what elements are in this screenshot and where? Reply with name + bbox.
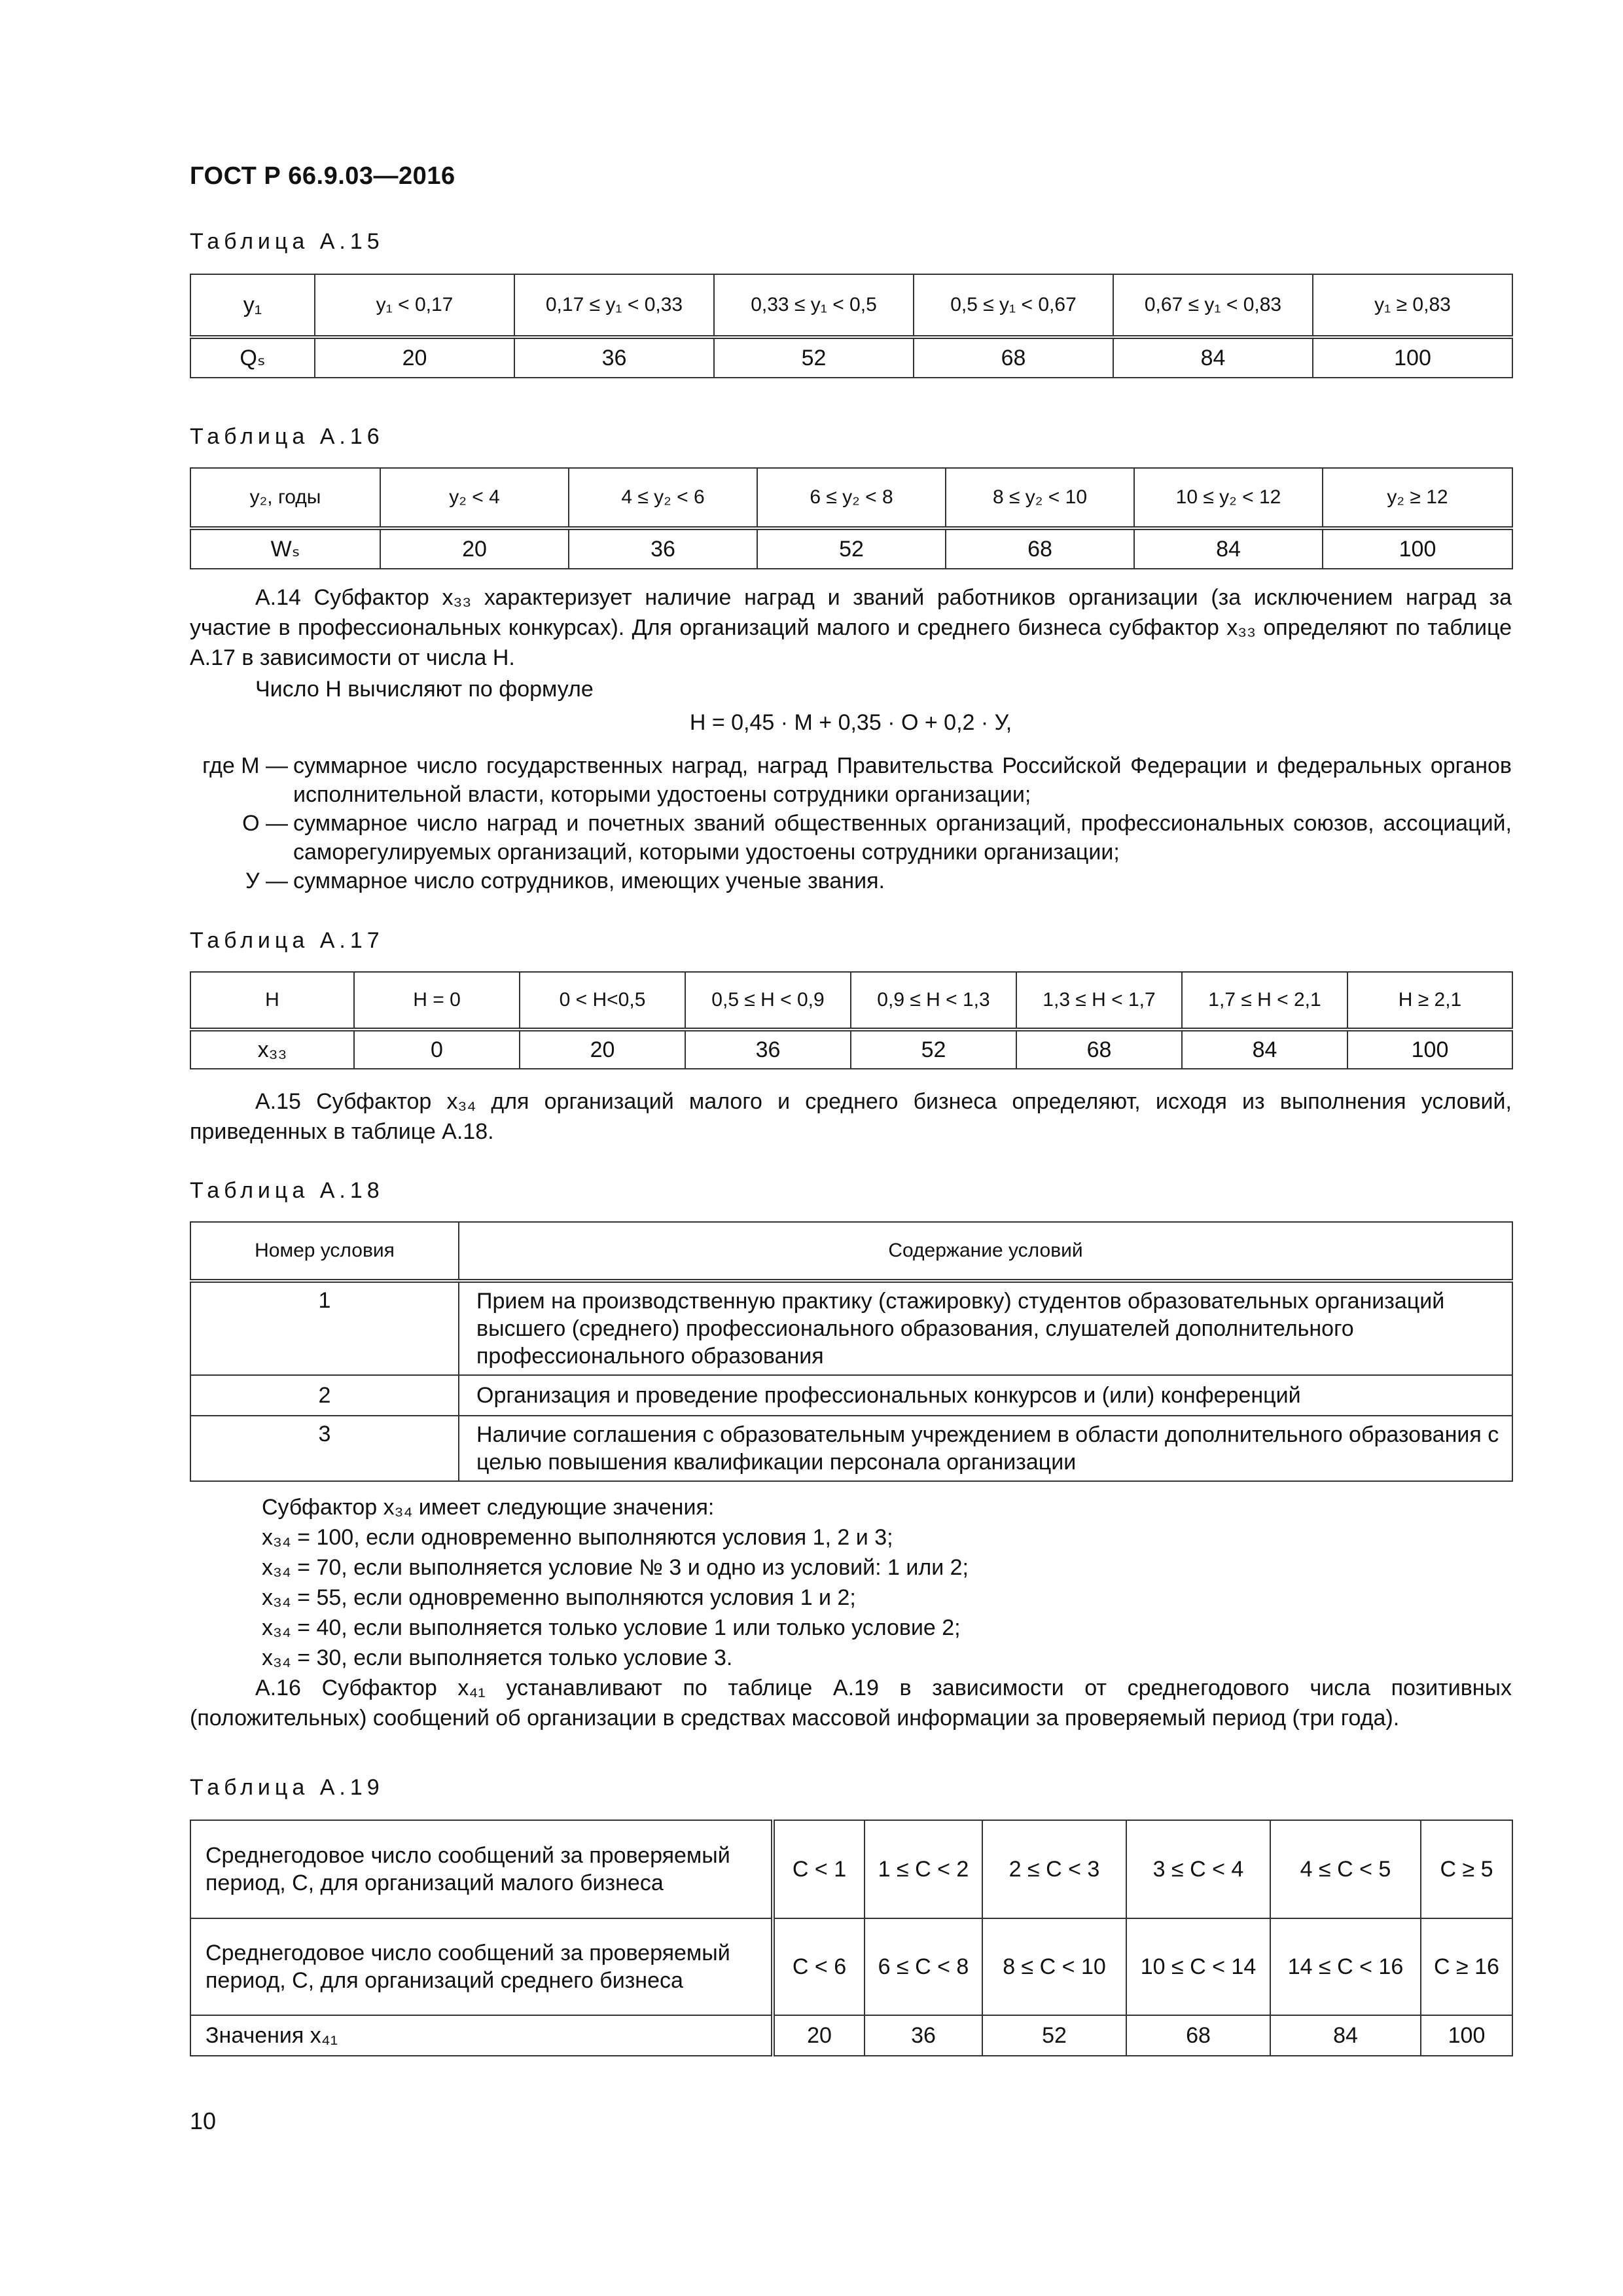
table-cell: 20 [773,2015,865,2056]
table-cell: 84 [1182,1030,1347,1069]
table-cell: 10 ≤ С < 14 [1126,1918,1270,2015]
table-cell: 68 [1126,2015,1270,2056]
table-cell: 36 [514,337,714,378]
table-a19 [190,1820,1513,2056]
table-cell: 20 [380,528,569,569]
table-cell: 100 [1323,528,1512,569]
table-a15 [190,274,1513,378]
table-row-label: Значения x₄₁ [190,2015,773,2056]
table-cell: 36 [865,2015,982,2056]
page-number: 10 [190,2108,217,2134]
table-cell: y₂, годы [190,468,380,528]
table-cell: 100 [1313,337,1512,378]
table-cell: 68 [1016,1030,1182,1069]
x34-value-item: x₃₄ = 70, если выполняется условие № 3 и одно из условий: 1 или 2; [262,1555,969,1580]
table-a18-caption: Таблица А.18 [190,1178,384,1203]
x34-value-item: x₃₄ = 40, если выполняется только условие 1 или только условие 2; [262,1615,961,1640]
table-cell: y₁ [190,274,315,337]
table-cell: С < 6 [773,1918,865,2015]
formula-intro: Число Н вычисляют по формуле [255,677,594,702]
paragraph-a14: А.14 Субфактор x₃₃ характеризует наличие наград и званий работников организации (за исключением наград за участие в профессиональных конкурсах). Для организаций малого и среднего бизнеса субфактор x₃₃ определяют по таблице А.17 в зависимости от числа Н. [190,585,1512,670]
table-cell: 84 [1270,2015,1421,2056]
table-cell: Н ≥ 2,1 [1347,972,1512,1030]
table-header-cell: Номер условия [190,1222,459,1281]
table-cell: y₁ ≥ 0,83 [1313,274,1512,337]
definition-key: О — [242,811,288,836]
formula-definitions [190,751,1512,895]
table-cell: 14 ≤ С < 16 [1270,1918,1421,2015]
table-cell: 4 ≤ y₂ < 6 [569,468,757,528]
table-cell: С < 1 [773,1820,865,1918]
table-cell: 8 ≤ С < 10 [982,1918,1126,2015]
table-cell: 1 ≤ С < 2 [865,1820,982,1918]
table-cell: 1 [190,1281,459,1375]
definition-key: где М — [202,753,288,778]
table-a16-caption: Таблица А.16 [190,424,384,449]
table-cell: 84 [1113,337,1313,378]
definition-value: суммарное число сотрудников, имеющих ученые звания. [293,869,885,893]
x34-value-item: x₃₄ = 55, если одновременно выполняются условия 1 и 2; [262,1585,856,1610]
formula: Н = 0,45 · М + 0,35 · О + 0,2 · У, [689,710,1012,735]
x34-value-item: x₃₄ = 30, если выполняется только условие 3. [262,1645,733,1670]
table-cell: 68 [914,337,1113,378]
table-a15-caption: Таблица А.15 [190,229,384,254]
table-cell: 1,3 ≤ Н < 1,7 [1016,972,1182,1030]
table-cell: 8 ≤ y₂ < 10 [946,468,1134,528]
table-cell: 6 ≤ С < 8 [865,1918,982,2015]
table-cell: С ≥ 16 [1421,1918,1512,2015]
x34-intro: Субфактор x₃₄ имеет следующие значения: [262,1495,715,1520]
table-cell: 0,5 ≤ y₁ < 0,67 [914,274,1113,337]
table-header-cell: Содержание условий [459,1222,1512,1281]
table-cell: 10 ≤ y₂ < 12 [1134,468,1323,528]
table-cell: 2 [190,1375,459,1416]
table-cell: x₃₃ [190,1030,354,1069]
definition-value: суммарное число государственных наград, наград Правительства Российской Федерации и федеральных органов исполнительной власти, которыми удостоены сотрудники организации; [293,753,1512,807]
table-cell: 100 [1421,2015,1512,2056]
table-row-label: Среднегодовое число сообщений за проверяемый период, С, для организаций малого бизнеса [190,1820,773,1918]
table-cell: 52 [851,1030,1016,1069]
table-cell: 4 ≤ С < 5 [1270,1820,1421,1918]
table-cell: 20 [315,337,514,378]
table-cell: 36 [569,528,757,569]
table-a16 [190,467,1513,569]
definition-item [190,867,1512,895]
table-cell: 0,17 ≤ y₁ < 0,33 [514,274,714,337]
definition-value: суммарное число наград и почетных званий общественных организаций, профессиональных союзов, ассоциаций, саморегулируемых организаций, которыми удостоены сотрудники организации; [293,811,1512,865]
table-a17 [190,971,1513,1069]
definition-key: У — [245,869,288,893]
table-cell: 1,7 ≤ Н < 2,1 [1182,972,1347,1030]
table-cell: Wₛ [190,528,380,569]
paragraph-a15: А.15 Субфактор x₃₄ для организаций малого и среднего бизнеса определяют, исходя из выполнения условий, приведенных в таблице А.18. [190,1089,1512,1144]
table-cell: 6 ≤ y₂ < 8 [757,468,946,528]
x34-values-list [262,1492,969,1673]
table-cell: 0 [354,1030,520,1069]
table-cell: y₂ ≥ 12 [1323,468,1512,528]
table-cell: 2 ≤ С < 3 [982,1820,1126,1918]
table-cell: 68 [946,528,1134,569]
paragraph-a16: А.16 Субфактор x₄₁ устанавливают по таблице А.19 в зависимости от среднегодового числа позитивных (положительных) сообщений об организации в средствах массовой информации за проверяемый период (три года). [190,1676,1512,1731]
table-cell: y₁ < 0,17 [315,274,514,337]
table-row-label: Среднегодовое число сообщений за проверяемый период, С, для организаций среднего бизнеса [190,1918,773,2015]
table-a18 [190,1221,1513,1482]
definition-item [190,809,1512,867]
table-cell: Наличие соглашения с образовательным учреждением в области дополнительного образования с целью повышения квалификации персонала организации [459,1416,1512,1481]
table-cell: Н = 0 [354,972,520,1030]
table-cell: 0 < Н<0,5 [520,972,685,1030]
table-cell: 84 [1134,528,1323,569]
table-cell: 52 [757,528,946,569]
table-cell: С ≥ 5 [1421,1820,1512,1918]
table-cell: 0,5 ≤ Н < 0,9 [685,972,851,1030]
table-cell: Qₛ [190,337,315,378]
table-cell: 52 [982,2015,1126,2056]
table-cell: 3 [190,1416,459,1481]
table-cell: Н [190,972,354,1030]
table-cell: Прием на производственную практику (стажировку) студентов образовательных организаций высшего (среднего) профессионального образования, слушателей дополнительного профессионального образования [459,1281,1512,1375]
document-header: ГОСТ Р 66.9.03—2016 [190,162,455,190]
table-a17-caption: Таблица А.17 [190,928,384,953]
table-cell: 100 [1347,1030,1512,1069]
table-cell: 36 [685,1030,851,1069]
table-a19-caption: Таблица А.19 [190,1775,384,1800]
table-cell: y₂ < 4 [380,468,569,528]
table-cell: 0,33 ≤ y₁ < 0,5 [714,274,914,337]
table-cell: 0,9 ≤ Н < 1,3 [851,972,1016,1030]
definition-item [190,751,1512,809]
table-cell: 52 [714,337,914,378]
x34-value-item: x₃₄ = 100, если одновременно выполняются условия 1, 2 и 3; [262,1525,893,1550]
table-cell: 3 ≤ С < 4 [1126,1820,1270,1918]
table-cell: 0,67 ≤ y₁ < 0,83 [1113,274,1313,337]
table-cell: Организация и проведение профессиональных конкурсов и (или) конференций [459,1375,1512,1416]
table-cell: 20 [520,1030,685,1069]
